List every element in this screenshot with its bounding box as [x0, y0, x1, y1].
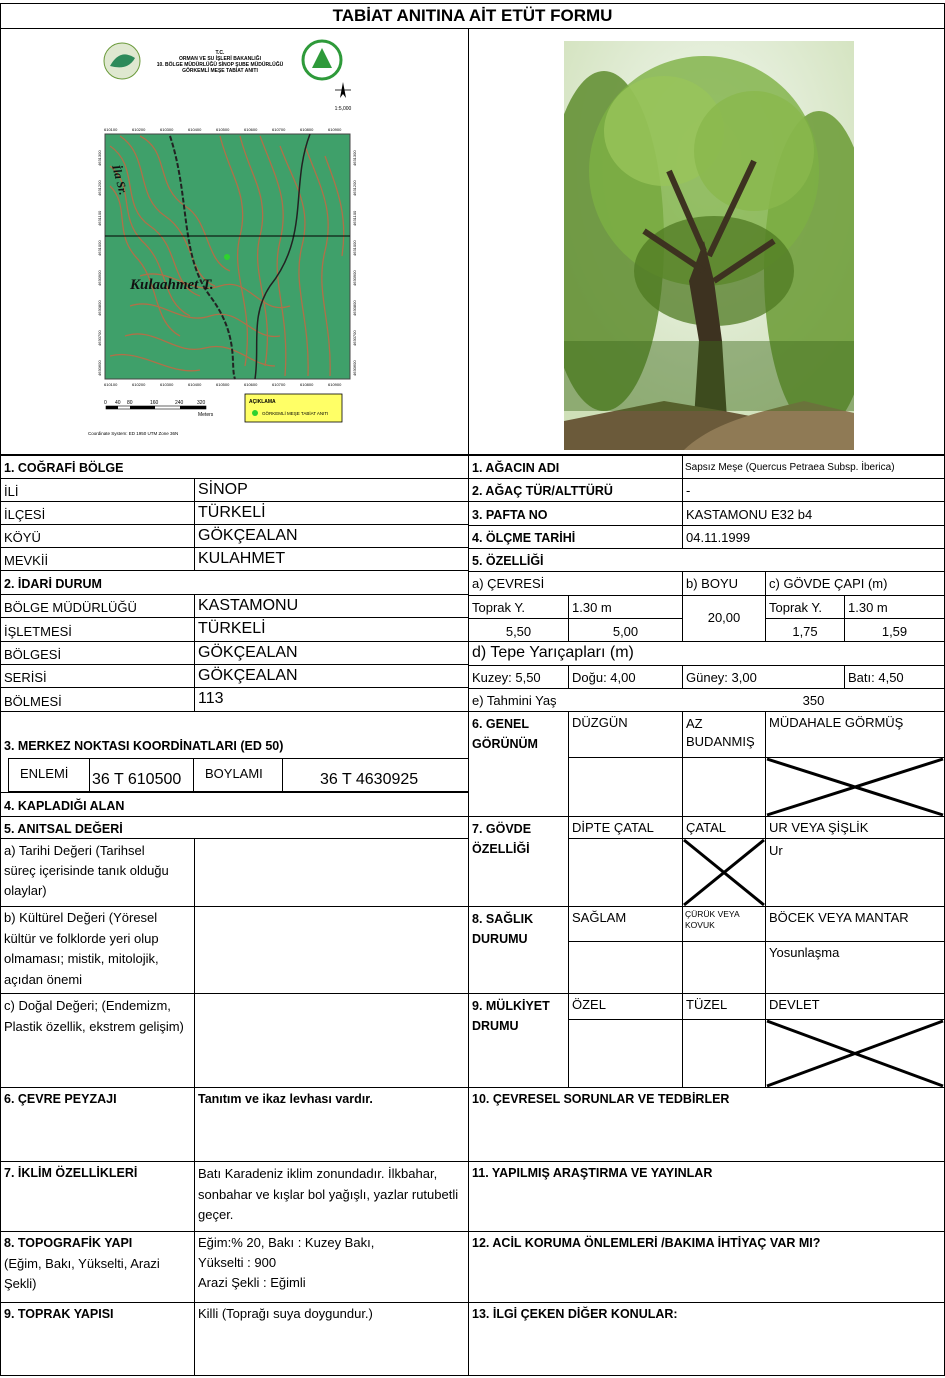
x-tick: 610400: [188, 382, 202, 387]
scale-tick: 40: [115, 400, 121, 406]
enlem-label: ENLEMİ: [20, 766, 69, 781]
x-tick: 610500: [216, 382, 230, 387]
map-header-1: T.C.: [215, 50, 225, 56]
s8-subtitle: (Eğim, Bakı, Yükselti, Arazi Şekli): [4, 1256, 160, 1291]
ur-mark-cell: [765, 838, 945, 907]
ozel-mark-cell: [568, 1019, 683, 1088]
y-tick: 4630600: [97, 360, 102, 376]
cevre-130-value: 5,00: [612, 624, 639, 639]
boylam-value: 36 T 4630925: [320, 771, 419, 788]
ilce-label: İLÇESİ: [4, 507, 46, 522]
map-header-4: GÖRKEMLİ MEŞE TABİAT ANITI: [182, 68, 258, 74]
il-label: İLİ: [4, 484, 19, 499]
tur-value: -: [686, 483, 691, 498]
map-header-2: ORMAN VE SU İŞLERİ BAKANLIĞI: [179, 56, 261, 62]
pafta-value: KASTAMONU E32 b4: [686, 507, 813, 522]
bolge-mud-label: BÖLGE MÜDÜRLÜĞÜ: [4, 600, 137, 615]
cap-toprak-label: Toprak Y.: [769, 600, 823, 615]
curuk-label: ÇÜRÜK VEYA KOVUK: [685, 909, 740, 930]
il-value: SİNOP: [198, 481, 248, 498]
catal-label: ÇATAL: [686, 820, 726, 835]
s4-title: 4. KAPLADIĞI ALAN: [4, 799, 125, 813]
x-tick: 610900: [328, 382, 342, 387]
koy-value: GÖKÇEALAN: [198, 527, 298, 544]
s10-title: 10. ÇEVRESEL SORUNLAR VE TEDBİRLER: [472, 1092, 730, 1106]
boylam-label: BOYLAMI: [205, 766, 263, 781]
mevki-value: KULAHMET: [198, 550, 286, 567]
dogu-value: Doğu: 4,00: [572, 670, 636, 685]
x-tick: 610500: [216, 127, 230, 132]
y-tick: 4630900: [97, 270, 102, 286]
cevre-toprak-label: Toprak Y.: [472, 600, 526, 615]
bolge-mud-value: KASTAMONU: [198, 597, 299, 614]
olcme-label: 4. ÖLÇME TARİHİ: [472, 531, 576, 545]
yas-value: 350: [802, 693, 825, 708]
cap-130-value: 1,59: [881, 624, 908, 639]
location-map: [80, 36, 380, 446]
isletme-value: TÜRKELİ: [198, 620, 266, 637]
bati-value: Batı: 4,50: [848, 670, 904, 685]
enlem-value: 36 T 610500: [92, 771, 182, 788]
agac-value: Sapsız Meşe (Quercus Petraea Subsp. İberica): [685, 462, 895, 473]
s7-value: Batı Karadeniz iklim zonundadır. İlkbahar, sonbahar ve kışlar bol yağışlı, yazlar rutubetli geçer.: [198, 1166, 459, 1222]
kuzey-value: Kuzey: 5,50: [472, 670, 541, 685]
cap-label: c) GÖVDE ÇAPI (m): [769, 576, 888, 591]
scale-tick: 0: [104, 400, 107, 406]
y-tick: 4630900: [352, 270, 357, 286]
tur-label: 2. AĞAÇ TÜR/ALTTÜRÜ: [472, 484, 613, 498]
s12-title: 12. ACİL KORUMA ÖNLEMLERİ /BAKIMA İHTİYAÇ VAR MI?: [472, 1236, 821, 1250]
north-arrow-icon: [335, 82, 351, 98]
x-tick: 610700: [272, 382, 286, 387]
x-tick: 610600: [244, 382, 258, 387]
x-tick: 610800: [300, 127, 314, 132]
tuzel-mark-cell: [682, 1019, 766, 1088]
agac-label: 1. AĞACIN ADI: [472, 461, 560, 475]
serisi-label: SERİSİ: [4, 670, 47, 685]
x-tick: 610200: [132, 127, 146, 132]
tarihi-value-cell: [194, 838, 469, 907]
cevre-130-label: 1.30 m: [572, 600, 612, 615]
s6-title: 6. ÇEVRE PEYZAJI: [4, 1092, 117, 1106]
y-tick: 4630600: [352, 360, 357, 376]
x-tick: 610900: [328, 127, 342, 132]
coordinate-system: Coordinate System: ED 1950 UTM Zone 36N: [88, 431, 179, 436]
s9-title: 9. TOPRAK YAPISI: [4, 1307, 114, 1321]
y-tick: 4631000: [97, 240, 102, 256]
dipte-catal-label: DİPTE ÇATAL: [572, 820, 654, 835]
mudahale-label: MÜDAHALE GÖRMÜŞ: [769, 715, 904, 730]
govde-label: 7. GÖVDE ÖZELLİĞİ: [472, 822, 532, 856]
legend-item: GÖRKEMLİ MEŞE TABİAT ANITI: [262, 411, 329, 416]
mevki-label: MEVKİİ: [4, 553, 49, 568]
y-tick: 4630700: [352, 330, 357, 346]
isletme-label: İŞLETMESİ: [4, 624, 72, 639]
cevre-label: a) ÇEVRESİ: [472, 576, 545, 591]
y-tick: 4631300: [352, 150, 357, 166]
s8-line2: Yükselti : 900: [198, 1255, 277, 1270]
s9-value: Killi (Toprağı suya doygundur.): [198, 1306, 373, 1321]
ur-sislik-label: UR VEYA ŞİŞLİK: [769, 820, 869, 835]
x-tick: 610100: [104, 127, 118, 132]
cap-toprak-value: 1,75: [792, 624, 818, 639]
bolmesi-value-cell: [194, 687, 469, 712]
duzgun-label: DÜZGÜN: [572, 715, 628, 730]
il-label-cell: [0, 478, 195, 502]
boy-value: 20,00: [707, 610, 741, 625]
ministry-logo-icon: [104, 43, 140, 79]
tree-photo: [564, 41, 854, 450]
az-budanmis-mark-cell: [682, 757, 766, 817]
ozel-label: ÖZEL: [572, 997, 606, 1012]
scale-unit: Meters: [198, 412, 214, 418]
curuk-mark-cell: [682, 941, 766, 994]
catal-cross-icon: [682, 838, 766, 907]
form-title: TABİAT ANITINA AİT ETÜT FORMU: [332, 6, 613, 25]
scale-tick: 240: [175, 400, 184, 406]
y-tick: 4630700: [97, 330, 102, 346]
x-tick: 610200: [132, 382, 146, 387]
mulkiyet-label: 9. MÜLKİYET DRUMU: [472, 999, 550, 1033]
bolgesi-label: BÖLGESİ: [4, 647, 62, 662]
s1-title: 1. COĞRAFİ BÖLGE: [4, 461, 124, 475]
genel-label: 6. GENEL GÖRÜNÜM: [472, 717, 538, 751]
dogal-value-cell: [194, 993, 469, 1088]
x-tick: 610100: [104, 382, 118, 387]
map-legend: [245, 394, 342, 422]
s7-title: 7. İKLİM ÖZELLİKLERİ: [4, 1166, 138, 1180]
y-tick: 4631200: [352, 180, 357, 196]
map-stream-label: İla Sr.: [109, 163, 131, 197]
y-tick: 4631200: [97, 180, 102, 196]
tepe-label: d) Tepe Yarıçapları (m): [472, 644, 634, 661]
saglam-mark-cell: [568, 941, 683, 994]
ozellik-label: 5. ÖZELLİĞİ: [472, 554, 544, 568]
bolmesi-label: BÖLMESİ: [4, 694, 62, 709]
saglik-label: 8. SAĞLIK DURUMU: [472, 912, 534, 946]
scale-bar: [106, 406, 206, 409]
s8-title: 8. TOPOGRAFİK YAPI: [4, 1236, 133, 1250]
s2-title: 2. İDARİ DURUM: [4, 577, 102, 591]
kulturel-label: b) Kültürel Değeri (Yöresel kültür ve folklorde yeri olup olmaması; mistik, mitolojik, açıdan önemi: [4, 910, 159, 987]
legend-title: AÇIKLAMA: [249, 399, 276, 405]
olcme-value: 04.11.1999: [686, 530, 751, 545]
y-tick: 4630800: [352, 300, 357, 316]
x-tick: 610700: [272, 127, 286, 132]
x-tick: 610300: [160, 127, 174, 132]
kulturel-value-cell: [194, 906, 469, 994]
ilce-value: TÜRKELİ: [198, 504, 266, 521]
bolmesi-value: 113: [198, 690, 224, 707]
scale-tick: 80: [127, 400, 133, 406]
ogm-logo-icon: [303, 41, 341, 79]
y-tick: 4630800: [97, 300, 102, 316]
devlet-cross-icon: [765, 1019, 945, 1088]
s5-title: 5. ANITSAL DEĞERİ: [4, 822, 123, 836]
tarihi-label: a) Tarihi Değeri (Tarihsel süreç içerisinde tanık olduğu olaylar): [4, 843, 169, 898]
s11-title: 11. YAPILMIŞ ARAŞTIRMA VE YAYINLAR: [472, 1166, 713, 1180]
saglam-label: SAĞLAM: [572, 910, 627, 925]
scale-tick: 320: [197, 400, 206, 406]
y-tick: 4631100: [352, 210, 357, 226]
s8-line1: Eğim:% 20, Bakı : Kuzey Bakı,: [198, 1235, 375, 1250]
guney-value: Güney: 3,00: [686, 670, 757, 685]
x-tick: 610400: [188, 127, 202, 132]
x-tick: 610600: [244, 127, 258, 132]
serisi-value: GÖKÇEALAN: [198, 667, 298, 684]
bolgesi-value: GÖKÇEALAN: [198, 644, 298, 661]
az-budanmis-label: AZ BUDANMIŞ: [686, 716, 755, 749]
bocek-label: BÖCEK VEYA MANTAR: [769, 910, 909, 925]
x-tick: 610800: [300, 382, 314, 387]
map-place-label: Kulaahmet T.: [130, 277, 214, 293]
ur-value: Ur: [769, 843, 783, 858]
y-tick: 4631100: [97, 210, 102, 226]
duzgun-mark-cell: [568, 757, 683, 817]
s6-value: Tanıtım ve ikaz levhası vardır.: [198, 1092, 373, 1106]
y-tick: 4631300: [97, 150, 102, 166]
pafta-label: 3. PAFTA NO: [472, 508, 548, 522]
s3-title: 3. MERKEZ NOKTASI KOORDİNATLARI (ED 50): [4, 739, 284, 753]
scale-tick: 160: [150, 400, 159, 406]
koy-label: KÖYÜ: [4, 530, 41, 545]
s8-line3: Arazi Şekli : Eğimli: [198, 1275, 306, 1290]
tur-value-cell: [682, 478, 945, 502]
tuzel-label: TÜZEL: [686, 997, 728, 1012]
mudahale-cross-icon: [765, 757, 945, 817]
map-scale: 1:5,000: [334, 106, 352, 112]
x-tick: 610300: [160, 382, 174, 387]
map-header-3: 10. BÖLGE MÜDÜRLÜĞÜ SİNOP ŞUBE MÜDÜRLÜĞÜ: [156, 62, 284, 68]
boy-label: b) BOYU: [686, 576, 739, 591]
dogal-label: c) Doğal Değeri; (Endemizm, Plastik özellik, ekstrem gelişim): [4, 998, 184, 1034]
yas-label: e) Tahmini Yaş: [472, 693, 557, 708]
cap-130-label: 1.30 m: [848, 600, 888, 615]
devlet-label: DEVLET: [769, 997, 820, 1012]
cevre-toprak-value: 5,50: [505, 624, 532, 639]
dipte-catal-mark-cell: [568, 838, 683, 907]
y-tick: 4631000: [352, 240, 357, 256]
monument-location-dot: [224, 254, 230, 260]
yosun-value: Yosunlaşma: [769, 945, 840, 960]
legend-dot-icon: [252, 410, 258, 416]
s13-title: 13. İLGİ ÇEKEN DİĞER KONULAR:: [472, 1307, 678, 1321]
